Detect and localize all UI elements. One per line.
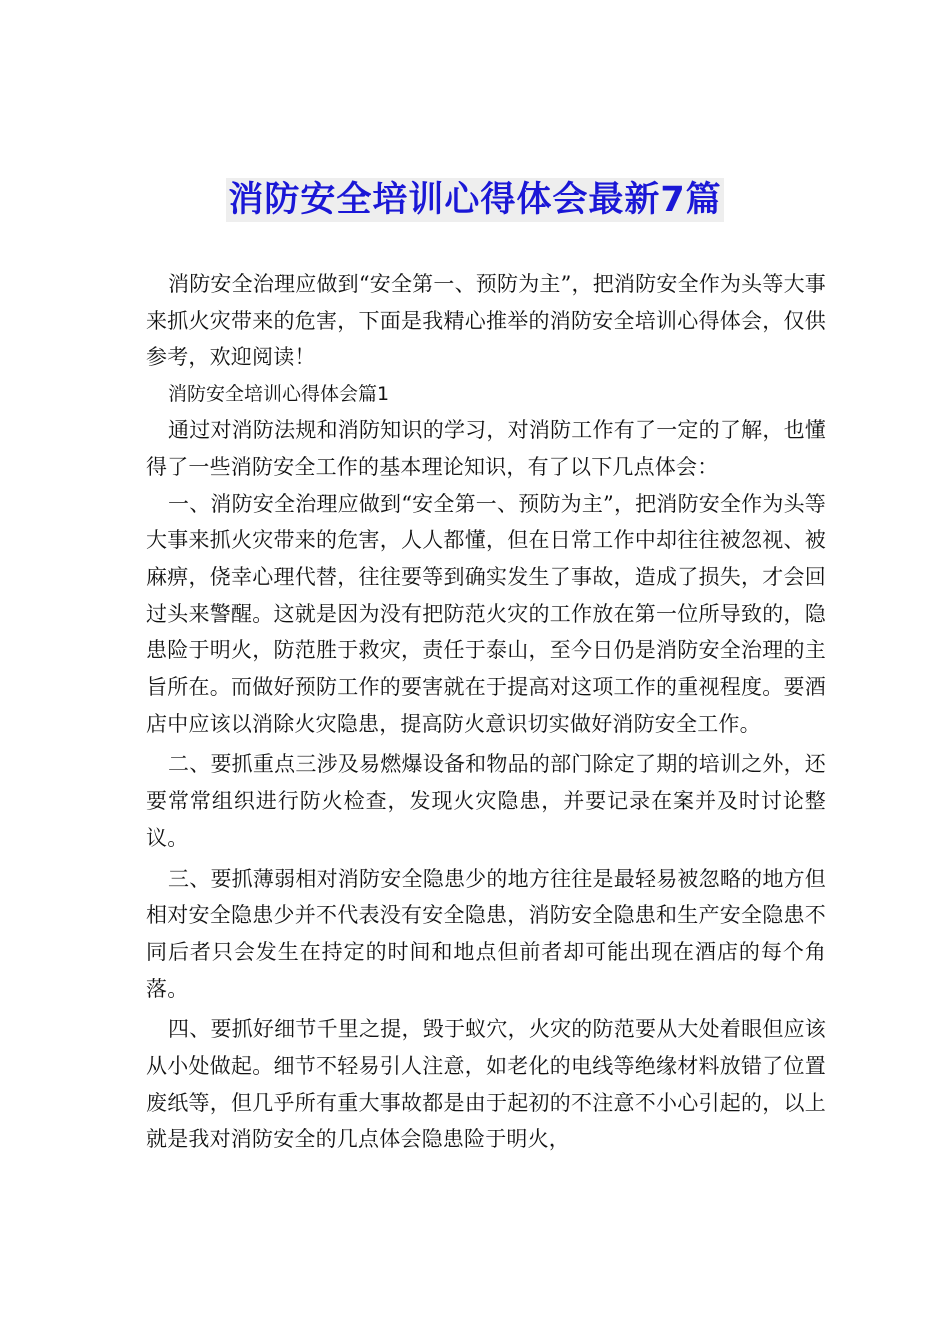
body-paragraph-2: 一、消防安全治理应做到“安全第一、预防为主”，把消防安全作为头等大事来抓火灾带来的危害，人人都懂，但在日常工作中却往往被忽视、被麻痹，侥幸心理代替，往往要等到确实发生了事故，造成了损失，才会回过头来警醒。这就是因为没有把防范火灾的工作放在第一位所导致的，隐患险于明火，防范胜于救灾，责任于泰山，至今日仍是消防安全治理的主旨所在。而做好预防工作的要害就在于提高对这项工作的重视程度。要酒店中应该以消除火灾隐患，提高防火意识切实做好消防安全工作。 — [146, 491, 826, 736]
body-paragraph-3: 二、要抓重点三涉及易燃爆设备和物品的部门除定了期的培训之外，还要常常组织进行防火检查，发现火灾隐患，并要记录在案并及时讨论整议。 — [146, 752, 826, 850]
document-body — [146, 266, 826, 1158]
body-paragraph-5: 四、要抓好细节千里之提，毁于蚁穴，火灾的防范要从大处着眼但应该从小处做起。细节不轻易引人注意，如老化的电线等绝缘材料放错了位置废纸等，但几乎所有重大事故都是由于起初的不注意不小心引起的，以上就是我对消防安全的几点体会隐患险于明火， — [146, 1017, 826, 1152]
section-heading: 消防安全培训心得体会篇1 — [168, 383, 390, 406]
document-title: 消防安全培训心得体会最新7篇 — [228, 180, 722, 220]
body-paragraph-1: 通过对消防法规和消防知识的学习，对消防工作有了一定的了解，也懂得了一些消防安全工作的基本理论知识，有了以下几点体会： — [146, 418, 826, 479]
intro-paragraph: 消防安全治理应做到“安全第一、预防为主”，把消防安全作为头等大事来抓火灾带来的危害，下面是我精心推举的消防安全培训心得体会，仅供参考，欢迎阅读！ — [146, 272, 826, 370]
title-container — [0, 178, 950, 222]
body-paragraph-4: 三、要抓薄弱相对消防安全隐患少的地方往往是最轻易被忽略的地方但相对安全隐患少并不代表没有安全隐患，消防安全隐患和生产安全隐患不同后者只会发生在持定的时间和地点但前者却可能出现在酒店的每个角落。 — [146, 866, 826, 1001]
